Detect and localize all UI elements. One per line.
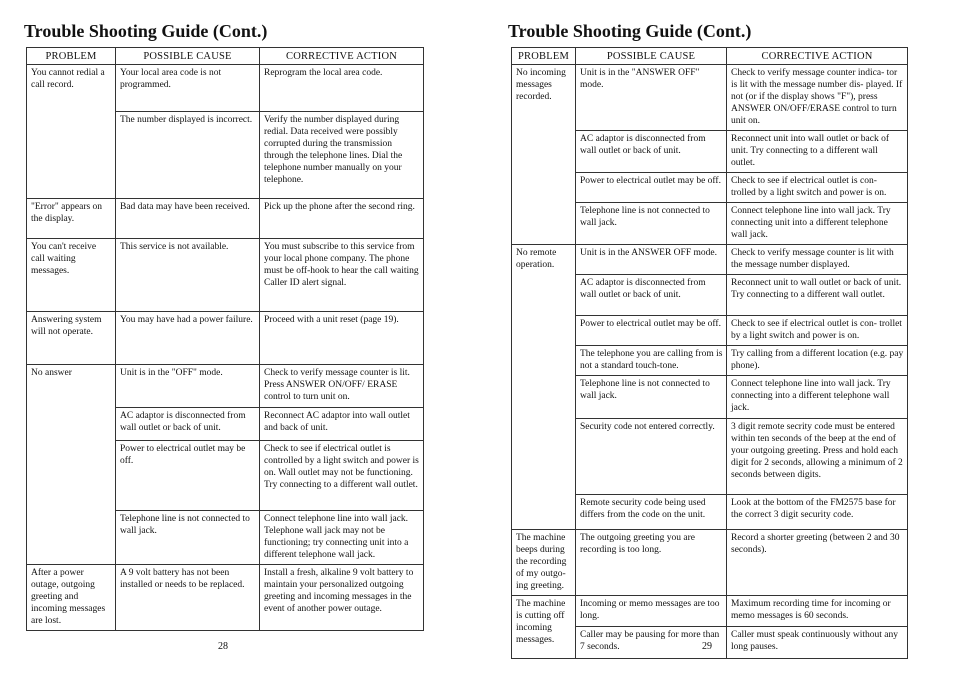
- action-cell: Connect telephone line into wall jack. Try connecting unit into a different telephone wall jack.: [727, 203, 908, 245]
- action-cell: Check to verify message counter is lit. Press ANSWER ON/OFF/ ERASE control to turn unit on.: [260, 365, 424, 408]
- page-title: Trouble Shooting Guide (Cont.): [24, 21, 268, 41]
- action-cell: Try calling from a different location (e.g. pay phone).: [727, 346, 908, 376]
- problem-cell: Answering system will not operate.: [27, 312, 116, 365]
- action-cell: Check to see if electrical outlet is con- trollet by a light switch and power is on.: [727, 316, 908, 346]
- action-cell: Reconnect unit to wall outlet or back of unit. Try connecting to a different wall outlet.: [727, 275, 908, 316]
- header-problem: PROBLEM: [512, 48, 576, 65]
- cause-cell: The outgoing greeting you are recording is too long.: [576, 530, 727, 596]
- cause-cell: Unit is in the "OFF" mode.: [116, 365, 260, 408]
- cause-cell: Unit is in the "ANSWER OFF" mode.: [576, 65, 727, 131]
- cause-cell: Remote security code being used differs from the code on the unit.: [576, 495, 727, 530]
- cause-cell: Telephone line is not connected to wall jack.: [116, 511, 260, 565]
- cause-cell: Power to electrical outlet may be off.: [116, 441, 260, 511]
- action-cell: You must subscribe to this service from your local phone company. The phone must be off-hook to hear the call waiting Caller ID alert signal.: [260, 239, 424, 312]
- action-cell: Check to see if electrical outlet is con- trolled by a light switch and power is on.: [727, 173, 908, 203]
- cause-cell: Telephone line is not connected to wall jack.: [576, 203, 727, 245]
- header-possible-cause: POSSIBLE CAUSE: [576, 48, 727, 65]
- action-cell: Reconnect unit into wall outlet or back of unit. Try connecting to a different wall outlet.: [727, 131, 908, 173]
- problem-cell: No answer: [27, 365, 116, 565]
- cause-cell: AC adaptor is disconnected from wall outlet or back of unit.: [116, 408, 260, 441]
- cause-cell: Power to electrical outlet may be off.: [576, 173, 727, 203]
- cause-cell: You may have had a power failure.: [116, 312, 260, 365]
- problem-cell: The machine is cutting off incoming messages.: [512, 596, 576, 659]
- table-row: [27, 365, 424, 408]
- problem-cell: "Error" appears on the display.: [27, 199, 116, 239]
- action-cell: Verify the number displayed during redial. Data received were possibly corrupted during the transmission through the telephone lines. Dial the telephone number manually on your telephone.: [260, 112, 424, 199]
- action-cell: Check to verify message counter indica- tor is lit with the message number dis- played. If not (or if the display shows "F"), press ANSWER ON/OFF/ERASE control to turn unit on.: [727, 65, 908, 131]
- cause-cell: Telephone line is not connected to wall jack.: [576, 376, 727, 419]
- header-possible-cause: POSSIBLE CAUSE: [116, 48, 260, 65]
- action-cell: Install a fresh, alkaline 9 volt battery to maintain your personalized outgoing greeting and incoming messages in the event of another power outage.: [260, 565, 424, 631]
- page-number: 28: [218, 641, 228, 652]
- cause-cell: Your local area code is not programmed.: [116, 65, 260, 112]
- action-cell: Connect telephone line into wall jack. Telephone wall jack may not be functioning; try connecting unit into a different telephone wall jack.: [260, 511, 424, 565]
- cause-cell: Unit is in the ANSWER OFF mode.: [576, 245, 727, 275]
- action-cell: Reprogram the local area code.: [260, 65, 424, 112]
- header-problem: PROBLEM: [27, 48, 116, 65]
- action-cell: Caller must speak continuously without any long pauses.: [727, 627, 908, 659]
- troubleshooting-table: [511, 47, 908, 659]
- problem-cell: No remote operation.: [512, 245, 576, 530]
- action-cell: Check to verify message counter is lit with the message number displayed.: [727, 245, 908, 275]
- problem-cell: You can't receive call waiting messages.: [27, 239, 116, 312]
- page-title: Trouble Shooting Guide (Cont.): [508, 21, 752, 41]
- table-row: [512, 245, 908, 275]
- cause-cell: Power to electrical outlet may be off.: [576, 316, 727, 346]
- cause-cell: The telephone you are calling from is not a standard touch-tone.: [576, 346, 727, 376]
- cause-cell: A 9 volt battery has not been installed or needs to be replaced.: [116, 565, 260, 631]
- cause-cell: Caller may be pausing for more than 7 seconds.: [576, 627, 727, 659]
- table-row: [27, 565, 424, 631]
- action-cell: Maximum recording time for incoming or memo messages is 60 seconds.: [727, 596, 908, 627]
- table-row: [27, 239, 424, 312]
- cause-cell: This service is not available.: [116, 239, 260, 312]
- cause-cell: The number displayed is incorrect.: [116, 112, 260, 199]
- action-cell: Reconnect AC adaptor into wall outlet and back of unit.: [260, 408, 424, 441]
- action-cell: Connect telephone line into wall jack. Try connecting into a different telephone wall jack.: [727, 376, 908, 419]
- action-cell: 3 digit remote secrity code must be entered within ten seconds of the beep at the end of your outgoing greeting. Press and hold each digit for 2 seconds, allowing a minimum of 2 seconds between digits.: [727, 419, 908, 495]
- table-row: [27, 65, 424, 112]
- page-number: 29: [702, 641, 712, 652]
- table-row: [512, 65, 908, 131]
- cause-cell: Bad data may have been received.: [116, 199, 260, 239]
- action-cell: Record a shorter greeting (between 2 and 30 seconds).: [727, 530, 908, 596]
- cause-cell: AC adaptor is disconnected from wall outlet or back of unit.: [576, 131, 727, 173]
- table-row: [512, 596, 908, 627]
- table-row: [27, 312, 424, 365]
- cause-cell: Security code not entered correctly.: [576, 419, 727, 495]
- table-row: [27, 199, 424, 239]
- table-row: [512, 530, 908, 596]
- problem-cell: You cannot redial a call record.: [27, 65, 116, 199]
- problem-cell: The machine beeps during the recording of my outgo- ing greeting.: [512, 530, 576, 596]
- table-header-row: [27, 48, 424, 65]
- problem-cell: No incoming messages recorded.: [512, 65, 576, 245]
- action-cell: Pick up the phone after the second ring.: [260, 199, 424, 239]
- header-corrective-action: CORRECTIVE ACTION: [727, 48, 908, 65]
- problem-cell: After a power outage, outgoing greeting and incoming messages are lost.: [27, 565, 116, 631]
- action-cell: Proceed with a unit reset (page 19).: [260, 312, 424, 365]
- action-cell: Check to see if electrical outlet is controlled by a light switch and power is on. Wall outlet may not be functioning. Try connecting to a different wall outlet.: [260, 441, 424, 511]
- cause-cell: Incoming or memo messages are too long.: [576, 596, 727, 627]
- header-corrective-action: CORRECTIVE ACTION: [260, 48, 424, 65]
- table-header-row: [512, 48, 908, 65]
- cause-cell: AC adaptor is disconnected from wall outlet or back of unit.: [576, 275, 727, 316]
- action-cell: Look at the bottom of the FM2575 base for the correct 3 digit security code.: [727, 495, 908, 530]
- troubleshooting-table: [26, 47, 424, 631]
